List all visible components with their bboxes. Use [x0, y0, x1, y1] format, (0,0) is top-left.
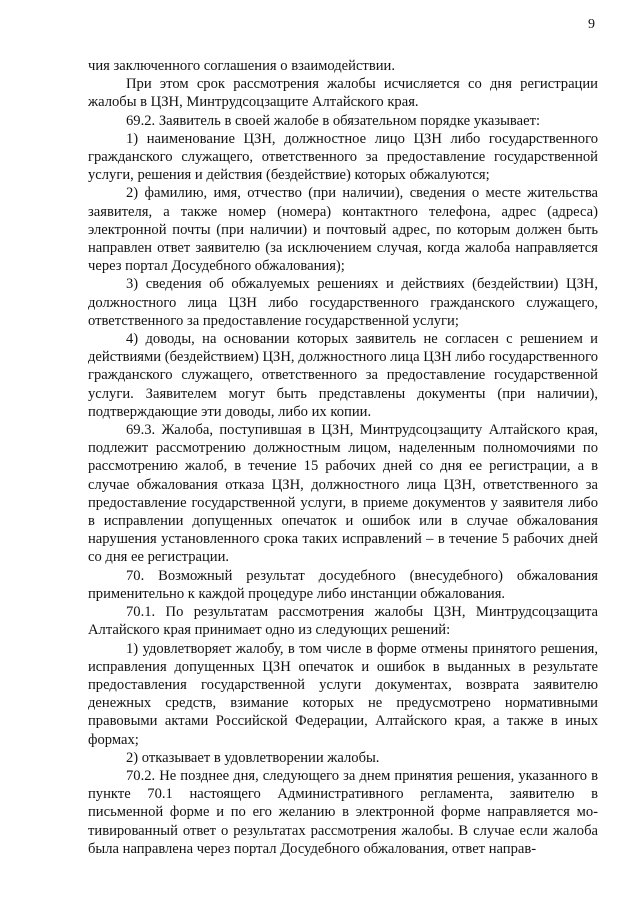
list-item: 2) фамилию, имя, отчество (при наличии), сведения о месте жительства заявителя, а также номер (номера) контактного телефона, адрес (адреса) электронной почты (при наличии) и почтовый адрес, по которым должен быть направлен ответ заявителю (за исключением случая, когда жалоба направляется через портал Досудебного обжалования); [88, 185, 598, 275]
list-item: 1) наименование ЦЗН, должностное лицо ЦЗН либо государственного гражданского служащего, ответственного за предоставление государственной услуги, решения и действия (бездействие) которых обжалуются; [88, 130, 598, 184]
paragraph-70: 70. Возможный результат досудебного (внесудебного) обжалования применительно к каждой процедуре либо инстанции обжалования. [88, 567, 598, 602]
paragraph-69-2: 69.2. Заявитель в своей жалобе в обязательном порядке указывает: [126, 112, 540, 129]
paragraph: При этом срок рассмотрения жалобы исчисляется со дня регистрации жалобы в ЦЗН, Минтрудсоцзащите Алтайского края. [88, 76, 598, 111]
paragraph-continuation: чия заключенного соглашения о взаимодействии. [88, 58, 395, 74]
document-body [88, 57, 598, 858]
list-item: 1) удовлетворяет жалобу, в том числе в форме отмены принятого решения, исправления допущенных ЦЗН опечаток и ошибок в выданных в результате предоставления государственной услуги документах, возврата заявителю денежных средств, взимание которых не предусмотрено нормативными правовыми актами Российской Федерации, Алтайского края, а также в иных формах; [88, 640, 598, 748]
paragraph-70-1: 70.1. По результатам рассмотрения жалобы ЦЗН, Минтрудсоцзащита Алтайского края принимает одно из следующих решений: [88, 604, 598, 639]
list-item: 4) доводы, на основании которых заявитель не согласен с решением и действиями (бездействием) ЦЗН, должностного лица ЦЗН либо государственного гражданского служащего, ответственного за предоставление государственной услуги. Заявителем могут быть представлены документы (при наличии), подтверждающие эти доводы, либо их копии. [88, 331, 598, 420]
list-item: 3) сведения об обжалуемых решениях и действиях (бездействии) ЦЗН, должностного лица ЦЗН либо государственного гражданского служащего, ответственного за предоставление государственной услуги; [88, 276, 598, 329]
paragraph-69-3: 69.3. Жалоба, поступившая в ЦЗН, Минтрудсоцзащиту Алтайского края, подлежит рассмотрению должностным лицом, наделенным полномочиями по рассмотрению жалоб, в течение 15 рабочих дней со дня ее регистрации, а в случае обжалования отказа ЦЗН, должностного лица ЦЗН, ответственного за предоставление государственной услуги, в приеме документов у заявителя либо в исправлении допущенных опечаток и ошибок или в случае обжалования нарушения установленного срока таких исправлений – в течение 5 рабочих дней со дня ее регистрации. [88, 422, 598, 566]
paragraph-70-2: 70.2. Не позднее дня, следующего за днем принятия решения, указанного в пункте 70.1 настоящего Административного регламента, заявителю в письменной форме и по его желанию в электронной форме направляется мотивированный ответ о результатах рассмотрения жалобы. В случае если жалоба была направлена через портал Досудебного обжалования, ответ направ- [88, 767, 598, 857]
list-item: 2) отказывает в удовлетворении жалобы. [126, 749, 380, 766]
page-number: 9 [588, 17, 595, 32]
